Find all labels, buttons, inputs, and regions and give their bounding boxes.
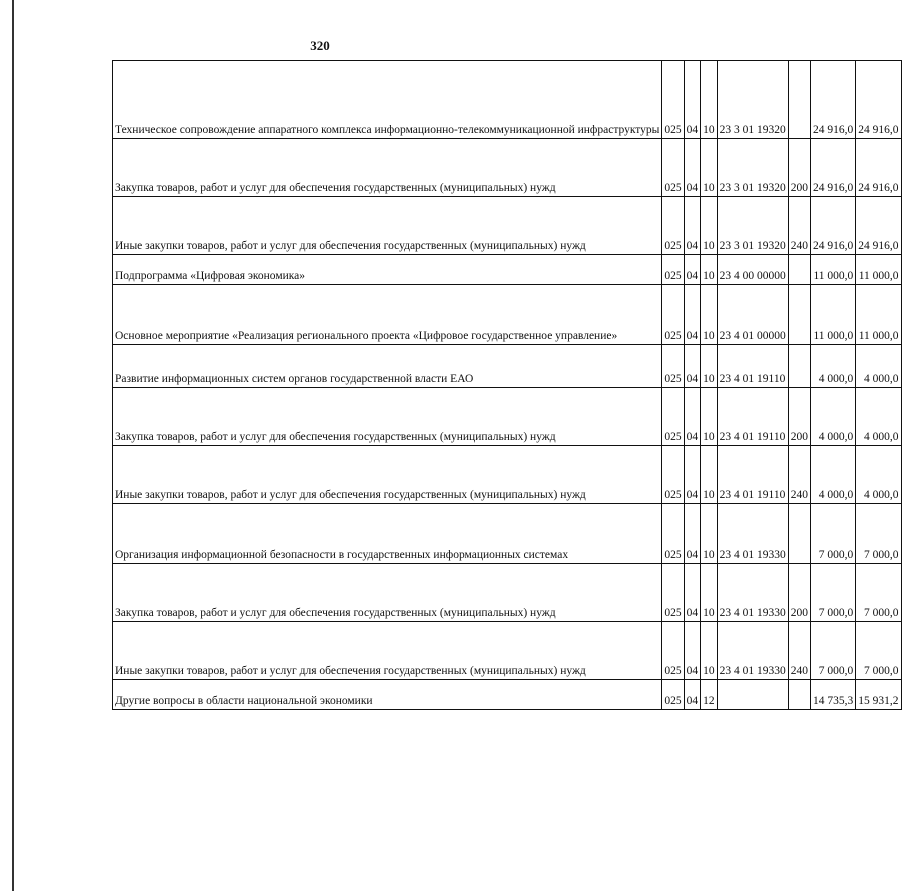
expense-type-code [788, 61, 810, 139]
ministry-code: 025 [662, 255, 684, 285]
table-row [113, 446, 902, 504]
target-article-code: 23 3 01 19320 [717, 139, 788, 197]
amount-year-2: 4 000,0 [856, 345, 901, 388]
subsection-code: 10 [701, 255, 718, 285]
amount-year-2: 11 000,0 [856, 285, 901, 345]
row-name: Организация информационной безопасности в государственных информационных системах [113, 504, 662, 564]
subsection-code: 10 [701, 446, 718, 504]
section-code: 04 [684, 345, 701, 388]
ministry-code: 025 [662, 139, 684, 197]
row-name: Закупка товаров, работ и услуг для обеспечения государственных (муниципальных) нужд [113, 139, 662, 197]
amount-year-1: 7 000,0 [811, 504, 856, 564]
amount-year-1: 4 000,0 [811, 388, 856, 446]
section-code: 04 [684, 504, 701, 564]
amount-year-2: 7 000,0 [856, 622, 901, 680]
amount-year-2: 4 000,0 [856, 446, 901, 504]
amount-year-2: 7 000,0 [856, 564, 901, 622]
amount-year-2: 24 916,0 [856, 61, 901, 139]
expense-type-code [788, 504, 810, 564]
subsection-code: 10 [701, 61, 718, 139]
amount-year-1: 24 916,0 [811, 197, 856, 255]
target-article-code: 23 3 01 19320 [717, 61, 788, 139]
subsection-code: 10 [701, 139, 718, 197]
subsection-code: 10 [701, 622, 718, 680]
ministry-code: 025 [662, 622, 684, 680]
section-code: 04 [684, 564, 701, 622]
amount-year-2: 24 916,0 [856, 139, 901, 197]
expense-type-code [788, 285, 810, 345]
target-article-code: 23 4 01 19110 [717, 388, 788, 446]
row-name: Иные закупки товаров, работ и услуг для обеспечения государственных (муниципальных) нужд [113, 197, 662, 255]
row-name: Закупка товаров, работ и услуг для обеспечения государственных (муниципальных) нужд [113, 388, 662, 446]
row-name: Техническое сопровождение аппаратного комплекса информационно-телекоммуникационной инфраструктуры [113, 61, 662, 139]
subsection-code: 10 [701, 564, 718, 622]
expense-type-code [788, 680, 810, 710]
ministry-code: 025 [662, 446, 684, 504]
row-name: Закупка товаров, работ и услуг для обеспечения государственных (муниципальных) нужд [113, 564, 662, 622]
table-row [113, 680, 902, 710]
ministry-code: 025 [662, 61, 684, 139]
row-name: Иные закупки товаров, работ и услуг для обеспечения государственных (муниципальных) нужд [113, 446, 662, 504]
row-name: Развитие информационных систем органов государственной власти ЕАО [113, 345, 662, 388]
subsection-code: 10 [701, 197, 718, 255]
row-name: Основное мероприятие «Реализация регионального проекта «Цифровое государственное управление» [113, 285, 662, 345]
target-article-code: 23 4 01 19330 [717, 564, 788, 622]
subsection-code: 10 [701, 504, 718, 564]
amount-year-2: 7 000,0 [856, 504, 901, 564]
ministry-code: 025 [662, 564, 684, 622]
ministry-code: 025 [662, 504, 684, 564]
amount-year-1: 11 000,0 [811, 255, 856, 285]
section-code: 04 [684, 61, 701, 139]
expense-type-code: 200 [788, 388, 810, 446]
amount-year-1: 24 916,0 [811, 139, 856, 197]
amount-year-2: 15 931,2 [856, 680, 901, 710]
amount-year-1: 4 000,0 [811, 345, 856, 388]
section-code: 04 [684, 446, 701, 504]
section-code: 04 [684, 285, 701, 345]
row-name: Подпрограмма «Цифровая экономика» [113, 255, 662, 285]
table-row [113, 388, 902, 446]
amount-year-1: 4 000,0 [811, 446, 856, 504]
amount-year-2: 24 916,0 [856, 197, 901, 255]
ministry-code: 025 [662, 680, 684, 710]
target-article-code: 23 4 01 19110 [717, 345, 788, 388]
scan-edge-line [12, 0, 14, 891]
expense-type-code [788, 255, 810, 285]
amount-year-1: 7 000,0 [811, 564, 856, 622]
section-code: 04 [684, 197, 701, 255]
ministry-code: 025 [662, 345, 684, 388]
expense-type-code: 200 [788, 564, 810, 622]
subsection-code: 10 [701, 388, 718, 446]
amount-year-1: 7 000,0 [811, 622, 856, 680]
section-code: 04 [684, 255, 701, 285]
expense-type-code: 240 [788, 446, 810, 504]
table-row [113, 139, 902, 197]
subsection-code: 12 [701, 680, 718, 710]
amount-year-1: 11 000,0 [811, 285, 856, 345]
table-row [113, 622, 902, 680]
target-article-code: 23 4 00 00000 [717, 255, 788, 285]
amount-year-1: 24 916,0 [811, 61, 856, 139]
subsection-code: 10 [701, 345, 718, 388]
row-name: Иные закупки товаров, работ и услуг для обеспечения государственных (муниципальных) нужд [113, 622, 662, 680]
table-row [113, 345, 902, 388]
table-row [113, 255, 902, 285]
table-row [113, 504, 902, 564]
budget-table [112, 60, 902, 710]
section-code: 04 [684, 622, 701, 680]
page-number: 320 [310, 38, 330, 53]
amount-year-2: 4 000,0 [856, 388, 901, 446]
target-article-code: 23 4 01 19330 [717, 504, 788, 564]
target-article-code [717, 680, 788, 710]
table-row [113, 197, 902, 255]
section-code: 04 [684, 139, 701, 197]
target-article-code: 23 4 01 19110 [717, 446, 788, 504]
target-article-code: 23 3 01 19320 [717, 197, 788, 255]
row-name: Другие вопросы в области национальной экономики [113, 680, 662, 710]
ministry-code: 025 [662, 285, 684, 345]
expense-type-code: 240 [788, 622, 810, 680]
section-code: 04 [684, 680, 701, 710]
target-article-code: 23 4 01 00000 [717, 285, 788, 345]
section-code: 04 [684, 388, 701, 446]
ministry-code: 025 [662, 388, 684, 446]
ministry-code: 025 [662, 197, 684, 255]
table-row [113, 61, 902, 139]
subsection-code: 10 [701, 285, 718, 345]
amount-year-1: 14 735,3 [811, 680, 856, 710]
amount-year-2: 11 000,0 [856, 255, 901, 285]
table-row [113, 285, 902, 345]
expense-type-code [788, 345, 810, 388]
table-row [113, 564, 902, 622]
target-article-code: 23 4 01 19330 [717, 622, 788, 680]
expense-type-code: 240 [788, 197, 810, 255]
expense-type-code: 200 [788, 139, 810, 197]
